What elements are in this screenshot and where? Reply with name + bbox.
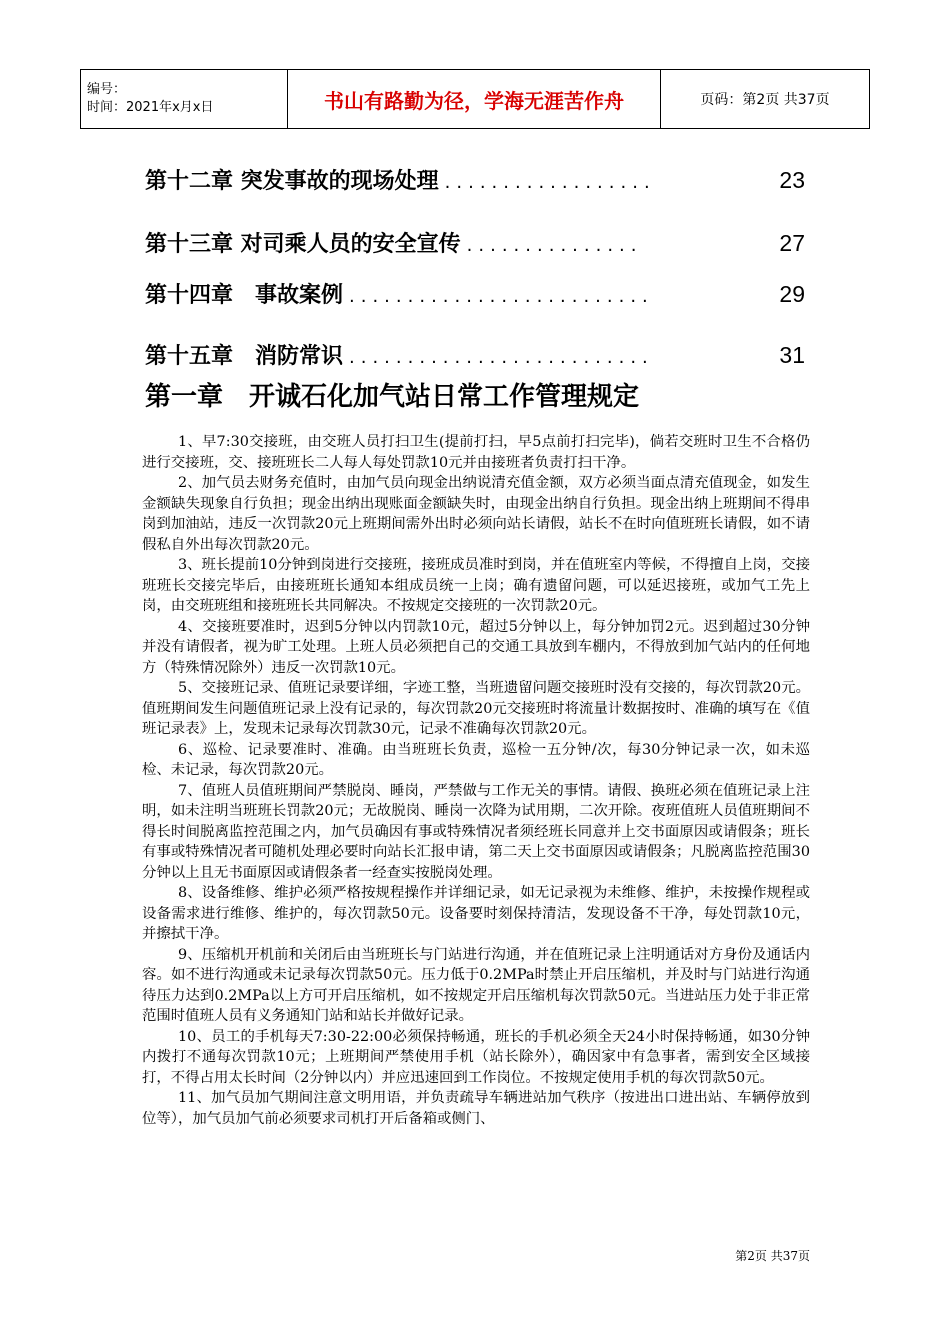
toc-entry-title: 第十二章 突发事故的现场处理 bbox=[145, 169, 439, 194]
toc-entry-title: 第十五章 消防常识 bbox=[145, 344, 344, 369]
toc-entry-page: 31 bbox=[779, 342, 805, 368]
rule-paragraph: 6、巡检、记录要准时、准确。由当班班长负责，巡检一五分钟/次，每30分钟记录一次，如未巡检、未记录，每次罚款20元。 bbox=[142, 741, 810, 778]
toc-entry bbox=[145, 164, 805, 194]
toc-entry bbox=[145, 339, 805, 369]
toc-leader-dots: ............... bbox=[466, 235, 643, 256]
toc-entry-page: 29 bbox=[779, 281, 805, 307]
rule-paragraph: 5、交接班记录、值班记录要详细，字迹工整，当班遗留问题交接班时没有交接的，每次罚款20元。值班期间发生问题值班记录上没有记录的，每次罚款20元交接班时将流量计数据按时、准确的填写在《值班记录表》上，发现未记录每次罚款30元，记录不准确每次罚款20元。 bbox=[142, 680, 810, 737]
rule-paragraph: 9、压缩机开机前和关闭后由当班班长与门站进行沟通，并在值班记录上注明通话对方身份及通话内容。如不进行沟通或未记录每次罚款50元。压力低于0.2MPa时禁止开启压缩机，并及时与门站进行沟通待压力达到0.2MPa以上方可开启压缩机，如不按规定开启压缩机每次罚款50元。当进站压力处于非正常范围时值班人员有义务通知门站和站长并做好记录。 bbox=[142, 946, 810, 1024]
toc-entry bbox=[145, 227, 805, 257]
toc-entry-title: 第十三章 对司乘人员的安全宣传 bbox=[145, 232, 461, 257]
toc-leader-dots: .................. bbox=[444, 172, 656, 193]
chapter-title: 第一章 开诚石化加气站日常工作管理规定 bbox=[145, 382, 640, 412]
rule-paragraph: 7、值班人员值班期间严禁脱岗、睡岗，严禁做与工作无关的事情。请假、换班必须在值班记录上注明，如未注明当班班长罚款20元；无故脱岗、睡岗一次降为试用期，二次开除。夜班值班人员值班期间不得长时间脱离监控范围之内，加气员确因有事或特殊情况者须经班长同意并上交书面原因或请假条；班长有事或特殊情况者可随机处理必要时向站长汇报申请，第二天上交书面原因或请假条；凡脱离监控范围30分钟以上且无书面原因或请假条者一经查实按脱岗处理。 bbox=[142, 782, 810, 881]
time-label: 时间：2021年x月x日 bbox=[87, 100, 214, 115]
toc-entry-page: 23 bbox=[779, 167, 805, 193]
page-footer: 第2页 共37页 bbox=[735, 1249, 810, 1263]
header-table bbox=[80, 69, 870, 129]
rule-paragraph: 3、班长提前10分钟到岗进行交接班，接班成员准时到岗，并在值班室内等候，不得擅自上岗，交接班班长交接完毕后，由接班班长通知本组成员统一上岗；确有遗留问题，可以延迟接班，或加气工先上岗，由交班班组和接班班长共同解决。不按规定交接班的一次罚款20元。 bbox=[142, 557, 810, 614]
header-motto: 书山有路勤为径，学海无涯苦作舟 bbox=[288, 70, 661, 129]
rule-paragraph: 10、员工的手机每天7:30-22:00必须保持畅通，班长的手机必须全天24小时保持畅通，如30分钟内拨打不通每次罚款10元；上班期间严禁使用手机（站长除外），确因家中有急事者，需到安全区域接打，不得占用太长时间（2分钟以内）并应迅速回到工作岗位。不按规定使用手机的每次罚款50元。 bbox=[142, 1028, 810, 1086]
toc-entry-page: 27 bbox=[779, 230, 805, 256]
rule-paragraph: 4、交接班要准时，迟到5分钟以内罚款10元，超过5分钟以上，每分钟加罚2元。迟到超过30分钟并没有请假者，视为旷工处理。上班人员必须把自己的交通工具放到车棚内，不得放到加气站内的任何地方（特殊情况除外）违反一次罚款10元。 bbox=[142, 618, 810, 676]
rule-paragraph: 8、设备维修、维护必须严格按规程操作并详细记录，如无记录视为未维修、维护，未按操作规程或设备需求进行维修、维护的，每次罚款50元。设备要时刻保持清洁，发现设备不干净，每处罚款10元，并擦拭干净。 bbox=[142, 885, 810, 942]
toc-leader-dots: .......................... bbox=[349, 286, 654, 307]
header-meta bbox=[81, 70, 288, 129]
body-text bbox=[142, 432, 810, 1129]
toc-entry bbox=[145, 278, 805, 308]
number-label: 编号： bbox=[87, 82, 127, 97]
toc-leader-dots: .......................... bbox=[349, 347, 654, 368]
rule-paragraph: 11、加气员加气期间注意文明用语，并负责疏导车辆进站加气秩序（按进出口进出站、车辆停放到位等），加气员加气前必须要求司机打开后备箱或侧门、 bbox=[142, 1090, 810, 1127]
rule-paragraph: 2、加气员去财务充值时，由加气员向现金出纳说清充值金额，双方必须当面点清充值现金，如发生金额缺失现象自行负担；现金出纳出现账面金额缺失时，由现金出纳自行负担。现金出纳上班期间不得串岗到加油站，违反一次罚款20元上班期间需外出时必须向站长请假，站长不在时向值班班长请假，如不请假私自外出每次罚款20元。 bbox=[142, 475, 810, 553]
header-page-info: 页码：第2页 共37页 bbox=[661, 70, 870, 129]
rule-paragraph: 1、早7:30交接班，由交班人员打扫卫生(提前打扫，早5点前打扫完毕)，倘若交班时卫生不合格仍进行交接班，交、接班班长二人每人每处罚款10元并由接班者负责打扫干净。 bbox=[142, 434, 810, 471]
toc-entry-title: 第十四章 事故案例 bbox=[145, 283, 344, 308]
